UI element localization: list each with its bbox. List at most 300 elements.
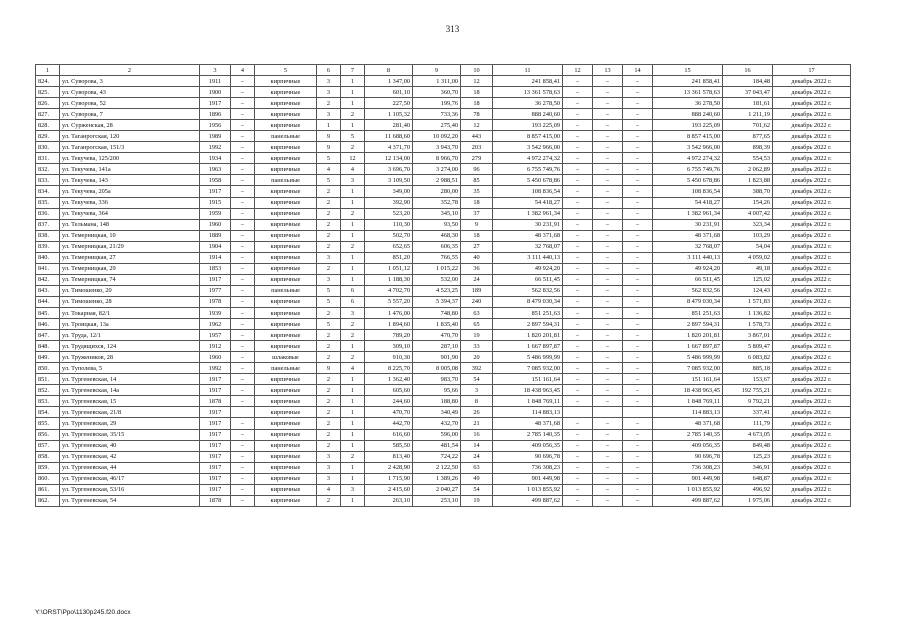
cell-col13: – — [593, 285, 623, 296]
cell-row-number: 834. — [36, 186, 60, 197]
cell-cost-total: 2 897 594,31 — [493, 319, 563, 330]
cell-col14: – — [623, 429, 653, 440]
cell-cost-subtotal: 48 371,68 — [653, 230, 723, 241]
cell-living-area: 2 040,27 — [413, 484, 461, 495]
cell-living-area: 724,22 — [413, 451, 461, 462]
cell-cost-subtotal: 5 486 999,99 — [653, 352, 723, 363]
cell-floors: 2 — [317, 385, 341, 396]
cell-address: ул. Текучева, 143 — [60, 175, 200, 186]
cell-address: ул. Тургеневская, 35/15 — [60, 429, 200, 440]
cell-floors: 4 — [317, 484, 341, 495]
cell-address: ул. Темерницкая, 10 — [60, 230, 200, 241]
cell-cost-total: 4 972 274,32 — [493, 153, 563, 164]
cell-floors: 9 — [317, 131, 341, 142]
cell-cost-total: 736 308,23 — [493, 462, 563, 473]
cell-row-number: 831. — [36, 153, 60, 164]
cell-floors: 2 — [317, 263, 341, 274]
cell-cost-per-sqm: 184,48 — [723, 76, 773, 87]
cell-living-area: 253,10 — [413, 495, 461, 506]
cell-living-area: 199,76 — [413, 98, 461, 109]
cell-col13: – — [593, 440, 623, 451]
cell-row-number: 862. — [36, 495, 60, 506]
cell-row-number: 852. — [36, 385, 60, 396]
cell-cost-per-sqm: 877,65 — [723, 131, 773, 142]
cell-wall-material: панельные — [255, 131, 317, 142]
cell-residents: 279 — [461, 153, 493, 164]
cell-col4: – — [231, 418, 255, 429]
table-row — [36, 429, 851, 440]
cell-planned-date: декабрь 2022 г. — [773, 363, 851, 374]
cell-total-area: 1 715,90 — [365, 473, 413, 484]
cell-col14 — [623, 407, 653, 418]
cell-row-number: 846. — [36, 319, 60, 330]
cell-col4: – — [231, 330, 255, 341]
cell-cost-per-sqm: 898,39 — [723, 142, 773, 153]
cell-col14: – — [623, 473, 653, 484]
cell-col12: – — [563, 396, 593, 407]
cell-col4: – — [231, 263, 255, 274]
cell-cost-per-sqm: 103,29 — [723, 230, 773, 241]
cell-row-number: 837. — [36, 219, 60, 230]
cell-entrances: 1 — [341, 263, 365, 274]
cell-year-built: 1914 — [200, 252, 231, 263]
cell-residents: 63 — [461, 462, 493, 473]
cell-col12: – — [563, 451, 593, 462]
cell-row-number: 838. — [36, 230, 60, 241]
cell-cost-per-sqm: 1 211,19 — [723, 109, 773, 120]
cell-total-area: 523,20 — [365, 208, 413, 219]
cell-living-area: 4 523,25 — [413, 285, 461, 296]
cell-cost-total: 32 768,07 — [493, 241, 563, 252]
cell-col4: – — [231, 319, 255, 330]
cell-col13: – — [593, 252, 623, 263]
cell-row-number: 836. — [36, 208, 60, 219]
cell-col12: – — [563, 98, 593, 109]
cell-cost-per-sqm: 181,61 — [723, 98, 773, 109]
cell-year-built: 1915 — [200, 197, 231, 208]
cell-col13: – — [593, 385, 623, 396]
cell-col12: – — [563, 484, 593, 495]
cell-residents: 18 — [461, 87, 493, 98]
cell-row-number: 860. — [36, 473, 60, 484]
cell-col14: – — [623, 484, 653, 495]
cell-total-area: 813,40 — [365, 451, 413, 462]
cell-floors: 2 — [317, 396, 341, 407]
cell-col12: – — [563, 274, 593, 285]
cell-address: ул. Тургеневская, 46/17 — [60, 473, 200, 484]
cell-residents: 21 — [461, 418, 493, 429]
table-row — [36, 241, 851, 252]
cell-entrances: 6 — [341, 285, 365, 296]
cell-cost-subtotal: 18 438 963,45 — [653, 385, 723, 396]
cell-floors: 2 — [317, 208, 341, 219]
cell-col14: – — [623, 219, 653, 230]
cell-col14: – — [623, 462, 653, 473]
cell-entrances: 1 — [341, 429, 365, 440]
cell-col4: – — [231, 274, 255, 285]
cell-cost-subtotal: 49 924,20 — [653, 263, 723, 274]
cell-planned-date: декабрь 2022 г. — [773, 418, 851, 429]
cell-entrances: 1 — [341, 462, 365, 473]
cell-entrances: 1 — [341, 87, 365, 98]
cell-col14: – — [623, 197, 653, 208]
cell-residents: 189 — [461, 285, 493, 296]
column-header-7: 7 — [341, 65, 365, 76]
table-row — [36, 307, 851, 318]
cell-col13: – — [593, 197, 623, 208]
cell-col14: – — [623, 330, 653, 341]
cell-cost-subtotal: 2 785 140,35 — [653, 429, 723, 440]
cell-wall-material: кирпичные — [255, 407, 317, 418]
cell-address: ул. Тургеневская, 29 — [60, 418, 200, 429]
cell-year-built: 1912 — [200, 341, 231, 352]
cell-cost-per-sqm: 154,26 — [723, 197, 773, 208]
cell-total-area: 3 109,50 — [365, 175, 413, 186]
cell-row-number: 827. — [36, 109, 60, 120]
cell-entrances: 1 — [341, 385, 365, 396]
cell-row-number: 829. — [36, 131, 60, 142]
cell-address: ул. Трудящихся, 124 — [60, 341, 200, 352]
cell-planned-date: декабрь 2022 г. — [773, 164, 851, 175]
cell-year-built: 1957 — [200, 330, 231, 341]
cell-cost-total: 114 883,13 — [493, 407, 563, 418]
cell-year-built: 1992 — [200, 142, 231, 153]
table-row — [36, 296, 851, 307]
cell-total-area: 349,00 — [365, 186, 413, 197]
cell-col13: – — [593, 153, 623, 164]
cell-cost-subtotal: 193 225,09 — [653, 120, 723, 131]
cell-total-area: 652,65 — [365, 241, 413, 252]
cell-planned-date: декабрь 2022 г. — [773, 352, 851, 363]
column-header-12: 12 — [563, 65, 593, 76]
cell-total-area: 11 688,60 — [365, 131, 413, 142]
cell-residents: 18 — [461, 98, 493, 109]
cell-col12: – — [563, 341, 593, 352]
cell-entrances: 3 — [341, 175, 365, 186]
cell-cost-total: 6 755 749,76 — [493, 164, 563, 175]
cell-wall-material: кирпичные — [255, 208, 317, 219]
cell-col13: – — [593, 462, 623, 473]
cell-col4: – — [231, 230, 255, 241]
cell-cost-per-sqm: 1 136,82 — [723, 307, 773, 318]
cell-cost-per-sqm: 337,41 — [723, 407, 773, 418]
cell-col13: – — [593, 164, 623, 175]
cell-row-number: 840. — [36, 252, 60, 263]
table-row — [36, 352, 851, 363]
cell-col14: – — [623, 495, 653, 506]
cell-planned-date: декабрь 2022 г. — [773, 296, 851, 307]
cell-entrances: 2 — [341, 142, 365, 153]
cell-col12: – — [563, 208, 593, 219]
cell-year-built: 1939 — [200, 307, 231, 318]
cell-cost-subtotal: 3 111 440,13 — [653, 252, 723, 263]
cell-address: ул. Суворова, 52 — [60, 98, 200, 109]
cell-floors: 2 — [317, 98, 341, 109]
cell-entrances: 2 — [341, 109, 365, 120]
cell-row-number: 835. — [36, 197, 60, 208]
cell-row-number: 848. — [36, 341, 60, 352]
cell-residents: 33 — [461, 341, 493, 352]
cell-address: ул. Тимошенко, 20 — [60, 285, 200, 296]
cell-total-area: 1 347,00 — [365, 76, 413, 87]
cell-living-area: 470,70 — [413, 330, 461, 341]
cell-entrances: 1 — [341, 440, 365, 451]
cell-col14: – — [623, 153, 653, 164]
cell-cost-total: 36 278,50 — [493, 98, 563, 109]
cell-cost-total: 2 785 140,35 — [493, 429, 563, 440]
table-row — [36, 341, 851, 352]
cell-address: ул. Троицкая, 13а — [60, 319, 200, 330]
cell-cost-per-sqm: 4 059,02 — [723, 252, 773, 263]
cell-col13: – — [593, 186, 623, 197]
cell-entrances: 5 — [341, 131, 365, 142]
cell-floors: 1 — [317, 120, 341, 131]
header-row — [36, 65, 851, 76]
cell-residents: 9 — [461, 219, 493, 230]
column-header-5: 5 — [255, 65, 317, 76]
cell-cost-subtotal: 851 251,63 — [653, 307, 723, 318]
cell-col13: – — [593, 307, 623, 318]
cell-floors: 2 — [317, 230, 341, 241]
cell-total-area: 12 134,00 — [365, 153, 413, 164]
cell-cost-subtotal: 8 479 030,34 — [653, 296, 723, 307]
cell-row-number: 853. — [36, 396, 60, 407]
column-header-17: 17 — [773, 65, 851, 76]
cell-planned-date: декабрь 2022 г. — [773, 142, 851, 153]
cell-cost-subtotal: 1 382 961,34 — [653, 208, 723, 219]
cell-planned-date: декабрь 2022 г. — [773, 385, 851, 396]
cell-row-number: 859. — [36, 462, 60, 473]
cell-residents: 54 — [461, 484, 493, 495]
cell-floors: 3 — [317, 252, 341, 263]
cell-entrances: 6 — [341, 296, 365, 307]
table-row — [36, 208, 851, 219]
cell-entrances: 4 — [341, 164, 365, 175]
cell-entrances: 1 — [341, 186, 365, 197]
cell-residents: 54 — [461, 374, 493, 385]
cell-planned-date: декабрь 2022 г. — [773, 319, 851, 330]
cell-cost-total: 241 858,41 — [493, 76, 563, 87]
cell-col13: – — [593, 451, 623, 462]
cell-living-area: 766,55 — [413, 252, 461, 263]
cell-entrances: 1 — [341, 374, 365, 385]
cell-col4: – — [231, 120, 255, 131]
cell-col13: – — [593, 473, 623, 484]
cell-floors: 5 — [317, 296, 341, 307]
cell-col14: – — [623, 186, 653, 197]
cell-col12 — [563, 407, 593, 418]
cell-col4: – — [231, 87, 255, 98]
cell-year-built: 1917 — [200, 186, 231, 197]
cell-year-built: 1978 — [200, 296, 231, 307]
cell-total-area: 4 702,70 — [365, 285, 413, 296]
cell-residents: 40 — [461, 252, 493, 263]
cell-cost-total: 90 696,78 — [493, 451, 563, 462]
cell-cost-total: 30 231,91 — [493, 219, 563, 230]
table-row — [36, 197, 851, 208]
cell-col13: – — [593, 120, 623, 131]
cell-year-built: 1917 — [200, 462, 231, 473]
cell-wall-material: кирпичные — [255, 385, 317, 396]
cell-floors: 2 — [317, 352, 341, 363]
cell-entrances: 2 — [341, 352, 365, 363]
cell-planned-date: декабрь 2022 г. — [773, 153, 851, 164]
cell-floors: 3 — [317, 274, 341, 285]
cell-entrances: 1 — [341, 197, 365, 208]
cell-living-area: 188,80 — [413, 396, 461, 407]
cell-address: ул. Тургеневская, 21/8 — [60, 407, 200, 418]
cell-col14: – — [623, 175, 653, 186]
table-row — [36, 219, 851, 230]
cell-cost-subtotal: 2 897 594,31 — [653, 319, 723, 330]
cell-cost-per-sqm: 554,53 — [723, 153, 773, 164]
cell-col13: – — [593, 175, 623, 186]
cell-planned-date: декабрь 2022 г. — [773, 230, 851, 241]
cell-cost-total: 3 542 966,00 — [493, 142, 563, 153]
column-header-9: 9 — [413, 65, 461, 76]
cell-year-built: 1878 — [200, 396, 231, 407]
cell-total-area: 392,90 — [365, 197, 413, 208]
cell-entrances: 2 — [341, 241, 365, 252]
cell-cost-total: 54 418,27 — [493, 197, 563, 208]
cell-year-built: 1917 — [200, 385, 231, 396]
cell-year-built: 1959 — [200, 208, 231, 219]
cell-col14: – — [623, 164, 653, 175]
cell-col14: – — [623, 319, 653, 330]
cell-address: ул. Тургеневская, 44 — [60, 462, 200, 473]
column-header-4: 4 — [231, 65, 255, 76]
cell-living-area: 596,00 — [413, 429, 461, 440]
cell-living-area: 275,40 — [413, 120, 461, 131]
cell-residents: 24 — [461, 451, 493, 462]
cell-cost-per-sqm: 2 062,89 — [723, 164, 773, 175]
cell-planned-date: декабрь 2022 г. — [773, 495, 851, 506]
cell-entrances: 1 — [341, 230, 365, 241]
cell-col13: – — [593, 274, 623, 285]
cell-cost-subtotal: 108 836,54 — [653, 186, 723, 197]
cell-year-built: 1896 — [200, 109, 231, 120]
cell-col14: – — [623, 208, 653, 219]
cell-cost-subtotal: 114 883,13 — [653, 407, 723, 418]
cell-col12: – — [563, 164, 593, 175]
table-row — [36, 164, 851, 175]
cell-col12: – — [563, 76, 593, 87]
cell-floors: 2 — [317, 495, 341, 506]
cell-col12: – — [563, 219, 593, 230]
cell-col4: – — [231, 495, 255, 506]
cell-residents: 19 — [461, 495, 493, 506]
cell-address: ул. Труда, 12/1 — [60, 330, 200, 341]
cell-total-area: 5 557,20 — [365, 296, 413, 307]
cell-total-area: 851,20 — [365, 252, 413, 263]
cell-total-area: 789,20 — [365, 330, 413, 341]
cell-cost-per-sqm: 125,02 — [723, 274, 773, 285]
cell-col13: – — [593, 87, 623, 98]
cell-living-area: 95,66 — [413, 385, 461, 396]
cell-floors: 2 — [317, 330, 341, 341]
cell-col13: – — [593, 429, 623, 440]
cell-col12: – — [563, 374, 593, 385]
cell-col13: – — [593, 330, 623, 341]
cell-col12: – — [563, 330, 593, 341]
cell-col12: – — [563, 175, 593, 186]
table-row — [36, 274, 851, 285]
cell-wall-material: панельные — [255, 175, 317, 186]
cell-wall-material: кирпичные — [255, 374, 317, 385]
cell-floors: 4 — [317, 164, 341, 175]
cell-col14: – — [623, 241, 653, 252]
cell-year-built: 1917 — [200, 451, 231, 462]
cell-total-area: 281,40 — [365, 120, 413, 131]
cell-col14: – — [623, 76, 653, 87]
cell-living-area: 983,70 — [413, 374, 461, 385]
cell-planned-date: декабрь 2022 г. — [773, 186, 851, 197]
cell-row-number: 856. — [36, 429, 60, 440]
cell-year-built: 1917 — [200, 407, 231, 418]
cell-cost-subtotal: 1 820 201,81 — [653, 330, 723, 341]
cell-col14: – — [623, 98, 653, 109]
cell-col12: – — [563, 352, 593, 363]
cell-col12: – — [563, 462, 593, 473]
table-row — [36, 330, 851, 341]
cell-col4: – — [231, 296, 255, 307]
cell-planned-date: декабрь 2022 г. — [773, 76, 851, 87]
cell-col12: – — [563, 385, 593, 396]
cell-residents: 27 — [461, 241, 493, 252]
cell-address: ул. Суворова, 43 — [60, 87, 200, 98]
cell-col14: – — [623, 109, 653, 120]
cell-total-area: 2 415,60 — [365, 484, 413, 495]
cell-col4: – — [231, 252, 255, 263]
cell-row-number: 854. — [36, 407, 60, 418]
cell-row-number: 825. — [36, 87, 60, 98]
cell-living-area: 8 005,08 — [413, 363, 461, 374]
column-header-15: 15 — [653, 65, 723, 76]
cell-entrances: 1 — [341, 418, 365, 429]
cell-living-area: 468,30 — [413, 230, 461, 241]
cell-row-number: 842. — [36, 274, 60, 285]
cell-address: ул. Тургеневская, 14а — [60, 385, 200, 396]
cell-col12: – — [563, 197, 593, 208]
cell-living-area: 280,00 — [413, 186, 461, 197]
cell-floors: 2 — [317, 186, 341, 197]
cell-year-built: 1992 — [200, 363, 231, 374]
cell-cost-subtotal: 1 667 897,87 — [653, 341, 723, 352]
cell-year-built: 1917 — [200, 429, 231, 440]
cell-cost-subtotal: 241 858,41 — [653, 76, 723, 87]
cell-col14: – — [623, 120, 653, 131]
cell-planned-date: декабрь 2022 г. — [773, 120, 851, 131]
cell-cost-per-sqm: 124,43 — [723, 285, 773, 296]
cell-address: ул. Суворова, 3 — [60, 76, 200, 87]
cell-col12: – — [563, 429, 593, 440]
cell-col12: – — [563, 131, 593, 142]
table-row — [36, 285, 851, 296]
cell-year-built: 1853 — [200, 263, 231, 274]
cell-floors: 2 — [317, 341, 341, 352]
cell-col4: – — [231, 451, 255, 462]
cell-cost-subtotal: 901 449,98 — [653, 473, 723, 484]
cell-address: ул. Таганрогская, 151/3 — [60, 142, 200, 153]
column-header-14: 14 — [623, 65, 653, 76]
table-row — [36, 396, 851, 407]
cell-col14: – — [623, 396, 653, 407]
cell-col13: – — [593, 109, 623, 120]
column-header-13: 13 — [593, 65, 623, 76]
cell-cost-per-sqm: 1 571,83 — [723, 296, 773, 307]
cell-floors: 2 — [317, 429, 341, 440]
cell-floors: 2 — [317, 307, 341, 318]
